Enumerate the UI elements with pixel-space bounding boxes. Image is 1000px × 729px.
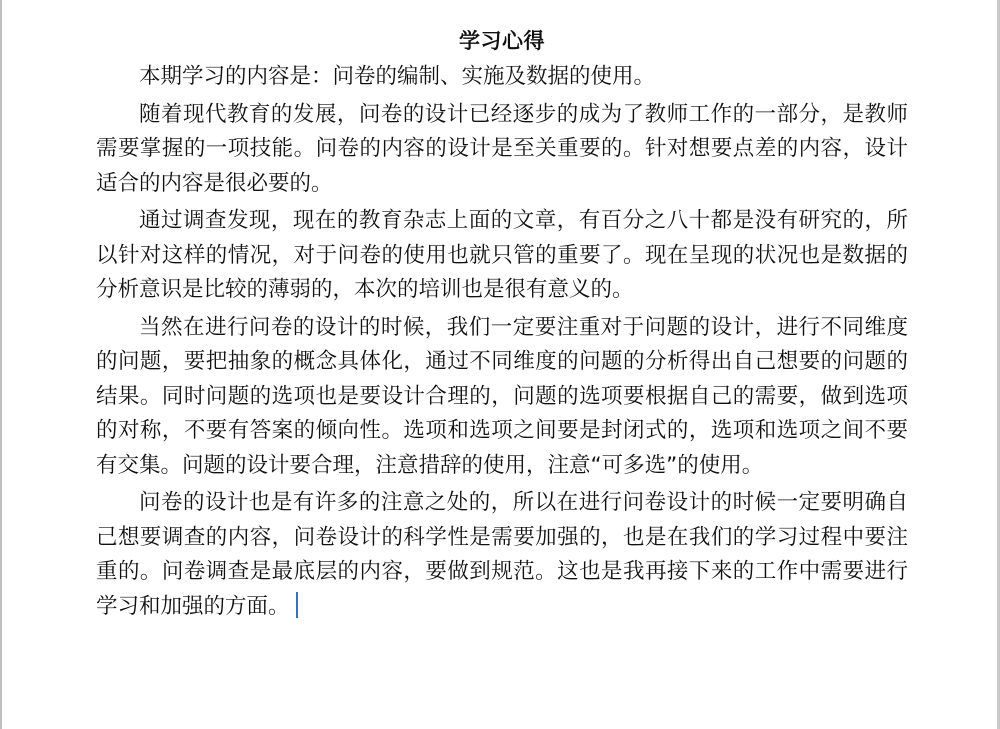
paragraph-5-text: 问卷的设计也是有许多的注意之处的，所以在进行问卷设计的时候一定要明确自己想要调查的内容，问卷设计的科学性是需要加强的，也是在我们的学习过程中要注重的。问卷调查是最底层的内容，要做到规范。这也是我再接下来的工作中需要进行学习和加强的方面。 [96, 490, 908, 619]
paragraph-4-text: 当然在进行问卷的设计的时候，我们一定要注重对于问题的设计，进行不同维度的问题，要把抽象的概念具体化，通过不同维度的问题的分析得出自己想要的问题的结果。同时问题的选项也是要设计合理的，问题的选项要根据自己的需要，做到选项的对称，不要有答案的倾向性。选项和选项之间要是封闭式的，选项和选项之间不要有交集。问题的设计要合理，注意措辞的使用，注意“可多选”的使用。 [96, 314, 908, 478]
paragraph-1 [96, 60, 908, 95]
paragraph-3-text: 通过调查发现，现在的教育杂志上面的文章，有百分之八十都是没有研究的，所以针对这样的情况，对于问卷的使用也就只管的重要了。现在呈现的状况也是数据的分析意识是比较的薄弱的，本次的培训也是很有意义的。 [96, 208, 908, 302]
paragraph-2 [96, 98, 908, 202]
text-cursor [296, 592, 298, 618]
paragraph-1-text: 本期学习的内容是：问卷的编制、实施及数据的使用。 [139, 64, 656, 89]
paragraph-2-text: 随着现代教育的发展，问卷的设计已经逐步的成为了教师工作的一部分，是教师需要掌握的一项技能。问卷的内容的设计是至关重要的。针对想要点差的内容，设计适合的内容是很必要的。 [96, 101, 908, 196]
document-body[interactable] [96, 24, 908, 627]
paragraph-3 [96, 204, 908, 308]
paragraph-5 [96, 486, 908, 624]
page-left-border [0, 0, 2, 729]
paragraph-4 [96, 311, 908, 484]
document-title: 学习心得 [459, 29, 545, 53]
